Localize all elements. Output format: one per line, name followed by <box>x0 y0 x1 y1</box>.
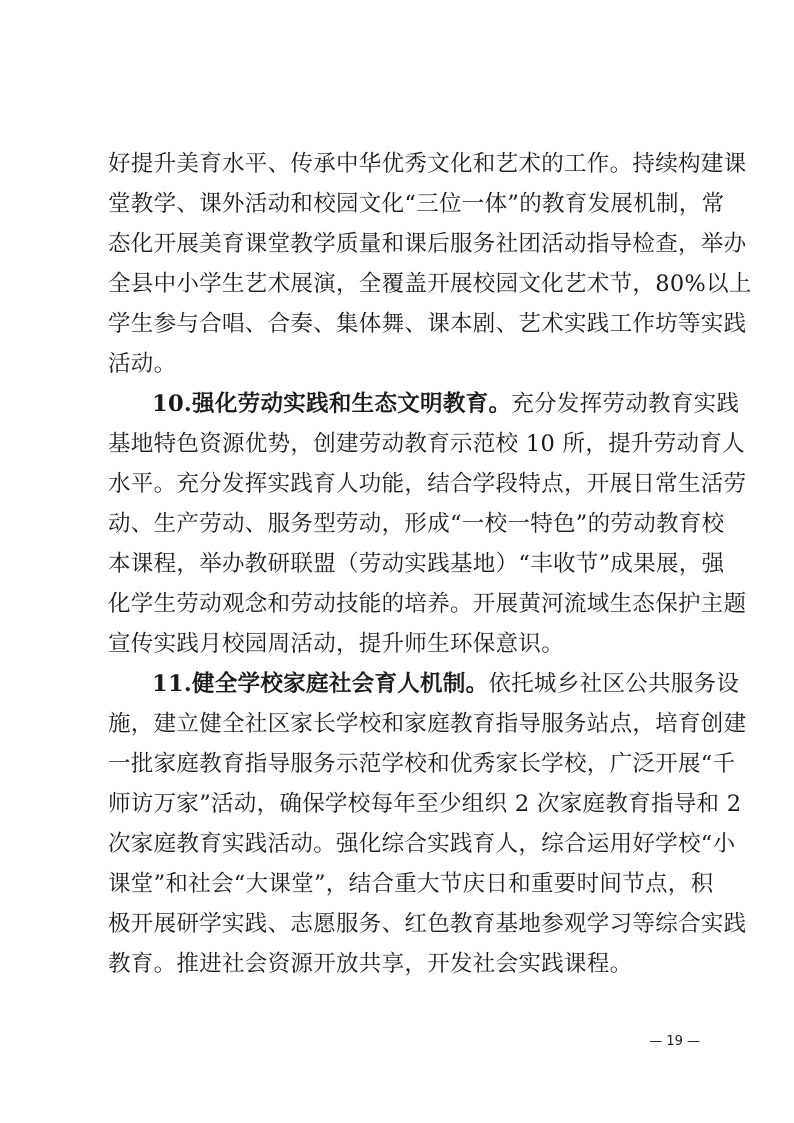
text-line: 好提升美育水平、传承中华优秀文化和艺术的工作。持续构建课 <box>108 151 747 177</box>
text-line: 化学生劳动观念和劳动技能的培养。开展黄河流域生态保护主题 <box>108 591 747 617</box>
section-11-heading: 11.健全学校家庭社会育人机制。 <box>152 671 489 697</box>
text-line: 学生参与合唱、合奏、集体舞、课本剧、艺术实践工作坊等实践 <box>108 311 747 337</box>
text-line: 动、生产劳动、服务型劳动，形成“一校一特色”的劳动教育校 <box>108 511 725 537</box>
text-line: 基地特色资源优势，创建劳动教育示范校 10 所，提升劳动育人 <box>108 431 745 457</box>
text-line: 极开展研学实践、志愿服务、红色教育基地参观学习等综合实践 <box>108 911 747 937</box>
text-line: 全县中小学生艺术展演，全覆盖开展校园文化艺术节，80%以上 <box>108 271 752 297</box>
section-11-first-line <box>152 664 740 704</box>
text-line: 课堂”和社会“大课堂”，结合重大节庆日和重要时间节点，积 <box>108 871 714 897</box>
text-line: 教育。推进社会资源开放共享，开发社会实践课程。 <box>108 951 633 977</box>
section-11-first-tail: 依托城乡社区公共服务设 <box>488 671 740 697</box>
text-line: 活动。 <box>108 351 177 377</box>
text-line: 本课程，举办教研联盟（劳动实践基地）“丰收节”成果展，强 <box>108 551 725 577</box>
text-line: 水平。充分发挥实践育人功能，结合学段特点，开展日常生活劳 <box>108 471 747 497</box>
text-line: 态化开展美育课堂教学质量和课后服务社团活动指导检查，举办 <box>108 231 747 257</box>
text-line: 师访万家”活动，确保学校每年至少组织 2 次家庭教育指导和 2 <box>108 791 742 817</box>
text-line: 次家庭教育实践活动。强化综合实践育人，综合运用好学校“小 <box>108 831 736 857</box>
section-10-first-tail: 充分发挥劳动教育实践 <box>511 391 740 417</box>
text-line: 宣传实践月校园周活动，提升师生环保意识。 <box>108 631 565 657</box>
text-line: 一批家庭教育指导服务示范学校和优秀家长学校，广泛开展“千 <box>108 751 736 777</box>
page-number: — 19 — <box>649 1034 700 1049</box>
text-line: 施，建立健全社区家长学校和家庭教育指导服务站点，培育创建 <box>108 711 747 737</box>
section-10-heading: 10.强化劳动实践和生态文明教育。 <box>152 391 512 417</box>
section-10-first-line <box>152 384 740 424</box>
text-line: 堂教学、课外活动和校园文化“三位一体”的教育发展机制，常 <box>108 191 725 217</box>
